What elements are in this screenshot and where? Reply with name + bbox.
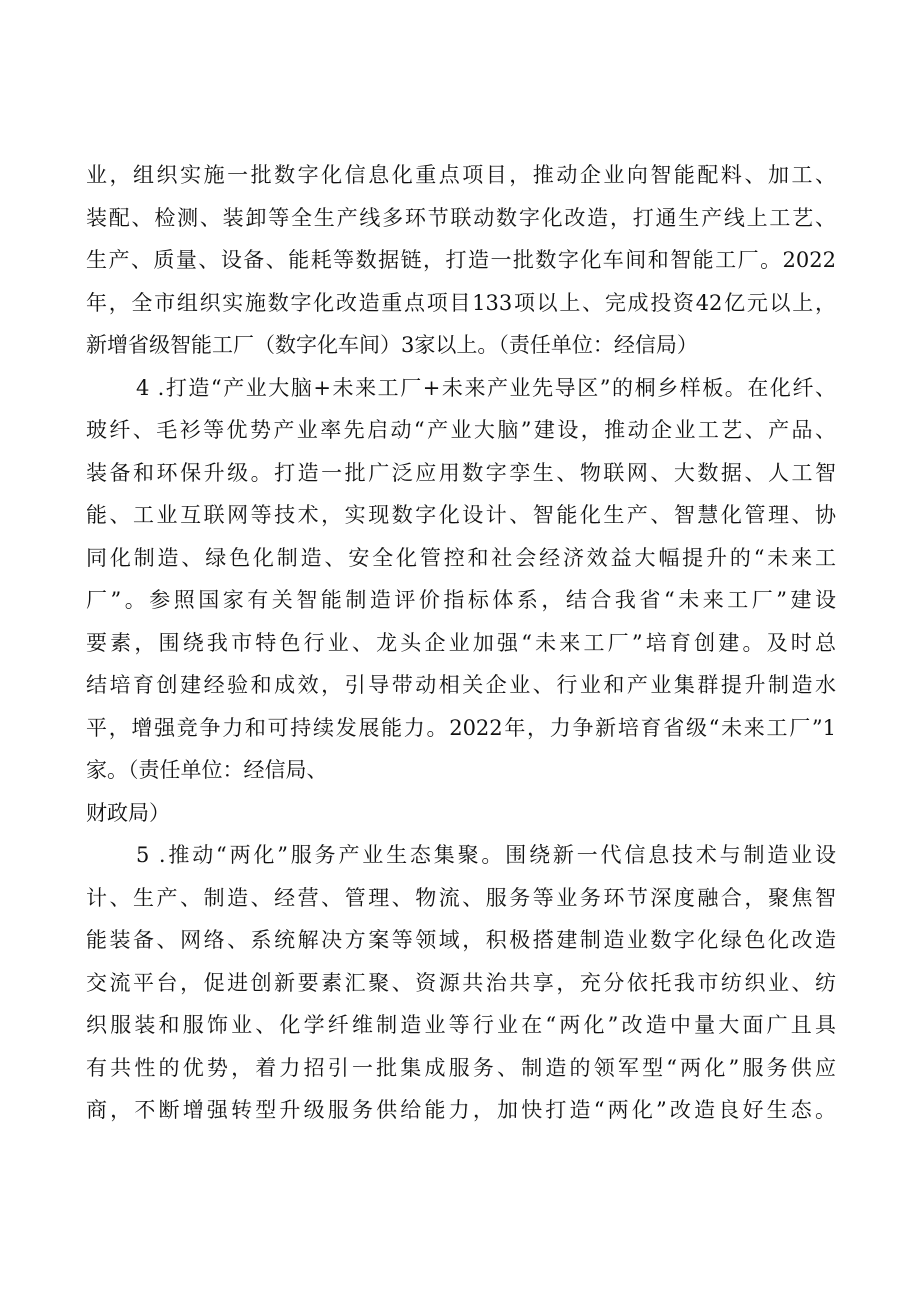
text-line: 交流平台，促进创新要素汇聚、资源共治共享，充分依托我市纺织业、纺 [86,970,836,995]
text-line: 要素，围绕我市特色行业、龙头企业加强“未来工厂”培育创建。及时总 [86,630,836,655]
text-line: 年，全市组织实施数字化改造重点项目133项以上、完成投资42亿元以上， [86,290,836,315]
text-line: 装备和环保升级。打造一批广泛应用数字孪生、物联网、大数据、人工智 [86,460,836,485]
text-line: 计、生产、制造、经营、管理、物流、服务等业务环节深度融合，聚焦智 [86,885,836,910]
text-line: 结培育创建经验和成效，引导带动相关企业、行业和产业集群提升制造水 [86,673,836,697]
text-line: 家。（责任单位：经信局、 [86,758,328,782]
text-line: 织服装和服饰业、化学纤维制造业等行业在“两化”改造中量大面广且具 [86,1013,836,1037]
document-body-text [86,154,836,1132]
text-line: 同化制造、绿色化制造、安全化管控和社会经济效益大幅提升的“未来工 [86,545,836,570]
text-line: 有共性的优势，着力招引一批集成服务、制造的领军型“两化”服务供应 [86,1055,836,1080]
text-line: 生产、质量、设备、能耗等数据链，打造一批数字化车间和智能工厂。2022 [86,248,836,272]
text-line: 厂”。参照国家有关智能制造评价指标体系，结合我省“未来工厂”建设 [86,588,836,612]
text-line: 业，组织实施一批数字化信息化重点项目，推动企业向智能配料、加工、 [86,163,836,187]
text-line: 5 .推动“两化”服务产业生态集聚。围绕新一代信息技术与制造业设 [136,843,836,867]
text-line: 玻纤、毛衫等优势产业率先启动“产业大脑”建设，推动企业工艺、产品、 [86,418,836,442]
text-line: 新增省级智能工厂（数字化车间）3家以上。（责任单位：经信局） [86,333,698,357]
text-line: 4 .打造“产业大脑+未来工厂+未来产业先导区”的桐乡样板。在化纤、 [136,375,836,400]
text-line: 能、工业互联网等技术，实现数字化设计、智能化生产、智慧化管理、协 [86,503,836,527]
text-line: 能装备、网络、系统解决方案等领域，积极搭建制造业数字化绿色化改造 [86,928,836,952]
text-line: 财政局） [86,800,170,825]
text-line: 商，不断增强转型升级服务供给能力，加快打造“两化”改造良好生态。 [86,1098,836,1122]
text-line: 装配、检测、装卸等全生产线多环节联动数字化改造，打通生产线上工艺、 [86,205,836,230]
text-line: 平，增强竞争力和可持续发展能力。2022年，力争新培育省级“未来工厂”1 [86,715,836,740]
